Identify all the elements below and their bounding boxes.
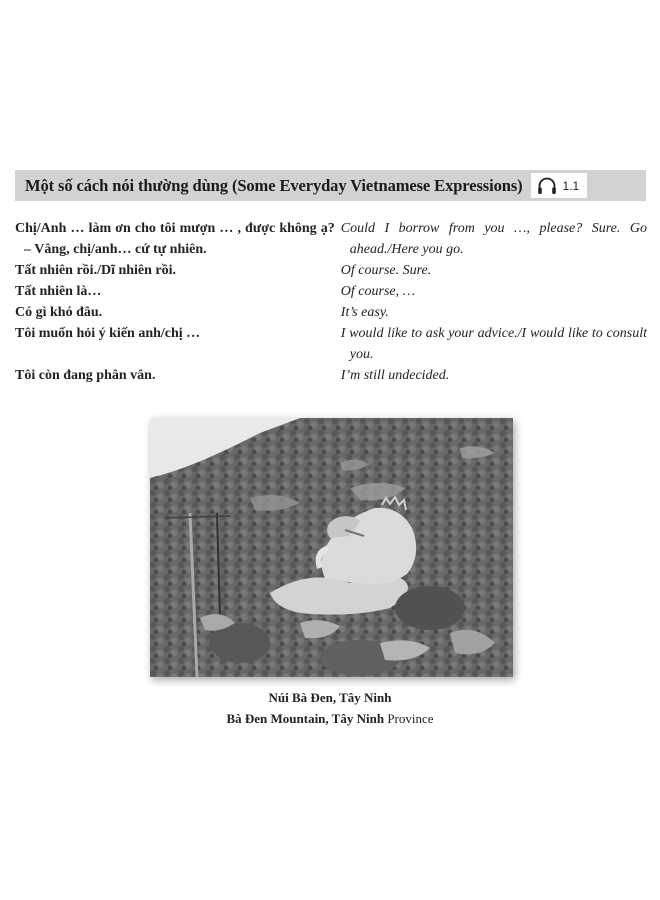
section-title: Một số cách nói thường dùng (Some Everyday Vietnamese Expressions) xyxy=(25,175,523,195)
section-header xyxy=(15,170,646,201)
phrase-english: It’s easy. xyxy=(340,305,389,320)
phrase-vietnamese: Có gì khó đâu. xyxy=(15,305,103,320)
phrase-row xyxy=(15,323,647,365)
photo-image xyxy=(150,418,513,677)
caption-english xyxy=(0,708,660,729)
phrase-vietnamese: Chị/Anh … làm ơn cho tôi mượn … , được không ạ? – Vâng, chị/anh… cứ tự nhiên. xyxy=(15,221,335,257)
audio-track-button[interactable] xyxy=(531,173,588,198)
phrase-vietnamese: Tất nhiên là… xyxy=(15,284,102,299)
dragon-statue-photo xyxy=(150,418,513,677)
phrase-english: I’m still undecided. xyxy=(340,368,450,383)
phrase-english: Of course, … xyxy=(340,284,416,299)
headphones-icon xyxy=(537,177,557,195)
phrase-english: Could I borrow from you …, please? Sure. Go ahead./Here you go. xyxy=(340,221,647,257)
audio-track-number: 1.1 xyxy=(562,178,580,193)
phrase-english: I would like to ask your advice./I would like to consult you. xyxy=(340,326,647,362)
phrase-row xyxy=(15,365,647,386)
phrase-vietnamese: Tôi muốn hỏi ý kiến anh/chị … xyxy=(15,326,201,341)
phrase-vietnamese: Tôi còn đang phân vân. xyxy=(15,368,156,383)
phrase-vietnamese: Tất nhiên rồi./Dĩ nhiên rồi. xyxy=(15,263,177,278)
phrase-english: Of course. Sure. xyxy=(340,263,432,278)
caption-english-province: Province xyxy=(384,711,434,726)
caption-english-place: Bà Đen Mountain, Tây Ninh xyxy=(226,711,385,726)
phrase-row xyxy=(15,260,647,281)
phrase-row xyxy=(15,281,647,302)
caption-vietnamese: Núi Bà Đen, Tây Ninh xyxy=(268,690,392,705)
photo-caption xyxy=(0,687,660,729)
phrase-row xyxy=(15,218,647,260)
phrase-list xyxy=(15,218,647,386)
phrase-row xyxy=(15,302,647,323)
